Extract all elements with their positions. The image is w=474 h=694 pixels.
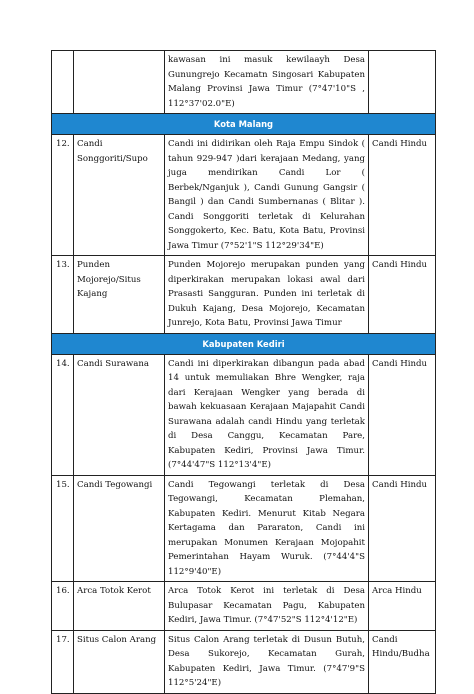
site-name: Arca Totok Kerot (74, 582, 165, 631)
row-number: 15. (52, 475, 74, 582)
site-description: Arca Totok Kerot ini terletak di Desa Bulupasar Kecamatan Pagu, Kabupaten Kediri, Jawa Timur. (7°47'52"S 112°4'12"E) (165, 582, 369, 631)
site-type: Candi Hindu (369, 354, 436, 475)
table-row (52, 51, 436, 114)
table-row (52, 135, 436, 256)
row-number: 13. (52, 256, 74, 334)
row-number: 16. (52, 582, 74, 631)
site-type: Arca Hindu (369, 582, 436, 631)
site-name: Situs Calon Arang (74, 630, 165, 693)
table-row (52, 630, 436, 693)
section-title: Kabupaten Kediri (52, 333, 436, 354)
site-type: Candi Hindu (369, 256, 436, 334)
table-row (52, 582, 436, 631)
site-name: Punden Mojorejo/Situs Kajang (74, 256, 165, 334)
site-type: Candi Hindu (369, 135, 436, 256)
section-header-kabupaten-kediri (52, 333, 436, 354)
site-description: Candi ini diperkirakan dibangun pada abad 14 untuk memuliakan Bhre Wengker, raja dari Kerajaan Wengker yang berada di bawah kekuasaan Kerajaan Majapahit Candi Surawana adalah candi Hindu yang terletak di Desa Canggu, Kecamatan Pare, Kabupaten Kediri, Provinsi Jawa Timur. (7°44'47"S 112°13'4"E) (165, 354, 369, 475)
site-description: Candi Tegowangi terletak di Desa Tegowangi, Kecamatan Plemahan, Kabupaten Kediri. Menurut Kitab Negara Kertagama dan Pararaton, Candi ini merupakan Monumen Kerajaan Mojopahit Pemerintahan Hayam Wuruk. (7°44'4"S 112°9'40"E) (165, 475, 369, 582)
section-header-kota-malang (52, 114, 436, 135)
site-description: Candi ini didirikan oleh Raja Empu Sindok ( tahun 929-947 )dari kerajaan Medang, yang juga mendirikan Candi Lor ( Berbek/Nganjuk ), Candi Gunung Gangsir ( Bangil ) dan Candi Sumbernanas ( Blitar ). Candi Songgoriti terletak di Kelurahan Songgokerto, Kec. Batu, Kota Batu, Provinsi Jawa Timur (7°52'1"S 112°29'34"E) (165, 135, 369, 256)
row-number: 14. (52, 354, 74, 475)
site-description: Situs Calon Arang terletak di Dusun Butuh, Desa Sukorejo, Kecamatan Gurah, Kabupaten Kediri, Jawa Timur. (7°47'9"S 112°5'24"E) (165, 630, 369, 693)
heritage-sites-table (51, 50, 436, 694)
site-description: kawasan ini masuk kewilaayh Desa Gunungrejo Kecamatn Singosari Kabupaten Malang Provinsi Jawa Timur (7°47'10"S , 112°37'02.0"E) (165, 51, 369, 114)
row-number: 12. (52, 135, 74, 256)
site-type: Candi Hindu (369, 475, 436, 582)
table-row (52, 475, 436, 582)
site-name: Candi Tegowangi (74, 475, 165, 582)
site-type (369, 51, 436, 114)
table-row (52, 354, 436, 475)
site-name (74, 51, 165, 114)
section-title: Kota Malang (52, 114, 436, 135)
table-row (52, 256, 436, 334)
site-name: Candi Surawana (74, 354, 165, 475)
row-number: 17. (52, 630, 74, 693)
site-type: Candi Hindu/Budha (369, 630, 436, 693)
row-number (52, 51, 74, 114)
site-description: Punden Mojorejo merupakan punden yang diperkirakan merupakan lokasi awal dari Prasasti Sangguran. Punden ini terletak di Dukuh Kajang, Desa Mojorejo, Kecamatan Junrejo, Kota Batu, Provinsi Jawa Timur (165, 256, 369, 334)
site-name: Candi Songgoriti/Supo (74, 135, 165, 256)
